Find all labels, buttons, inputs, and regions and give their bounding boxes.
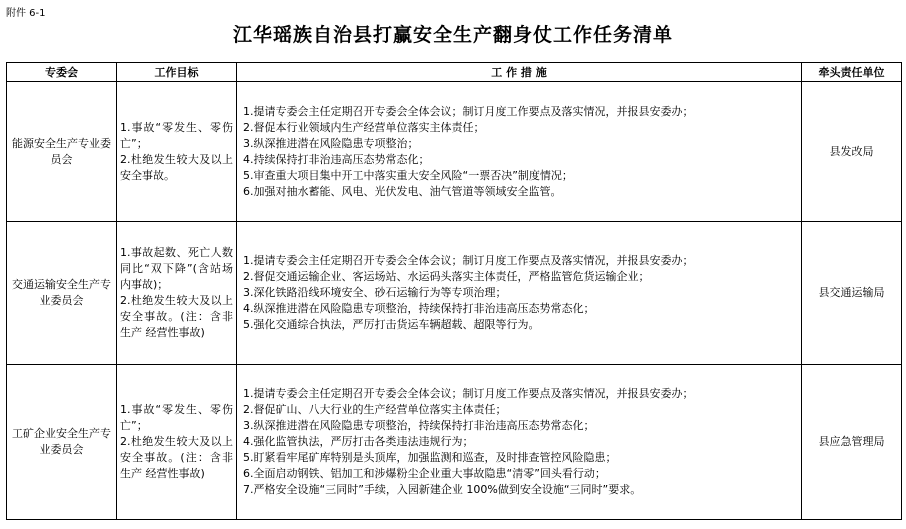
task-list-table: [6, 62, 902, 520]
table-row: [7, 365, 902, 520]
measure-item: 3.纵深推进潜在风险隐患专项整治，持续保持打非治违高压态势常态化；: [243, 419, 595, 432]
measure-item: 4.纵深推进潜在风险隐患专项整治，持续保持打非治违高压态势常态化；: [243, 302, 595, 315]
attachment-label: 附件 6-1: [6, 8, 46, 19]
committee-cell: 工矿企业安全生产专业委员会: [7, 365, 117, 520]
measure-item: 2.督促本行业领域内生产经营单位落实主体责任；: [243, 120, 485, 134]
lead-unit-cell: 县交通运输局: [802, 222, 902, 365]
header-goal: 工作目标: [117, 63, 237, 82]
measure-item: 4.持续保持打非治违高压态势常态化；: [243, 152, 430, 166]
measure-item: 1.提请专委会主任定期召开专委会全体会议；制订月度工作要点及落实情况，并报县安委办；: [243, 254, 694, 267]
measure-item: 4.强化监管执法，严厉打击各类违法违规行为；: [243, 435, 474, 448]
goal-item: 2.杜绝发生较大及以上安全事故。: [120, 152, 233, 182]
lead-unit-cell: 县应急管理局: [802, 365, 902, 520]
goal-item: 1.事故“零发生、零伤亡”；: [120, 403, 233, 432]
measure-item: 2.督促矿山、八大行业的生产经营单位落实主体责任；: [243, 403, 507, 416]
header-committee: 专委会: [7, 63, 117, 82]
goal-item: 1.事故起数、死亡人数同比“双下降”(含站场内事故)；: [120, 246, 233, 291]
measure-item: 1.提请专委会主任定期召开专委会全体会议；制订月度工作要点及落实情况，并报县安委办；: [243, 387, 694, 400]
goal-item: 1.事故“零发生、零伤亡”；: [120, 120, 233, 150]
committee-cell: 交通运输安全生产专业委员会: [7, 222, 117, 365]
measure-item: 6.全面启动钢铁、铝加工和涉爆粉尘企业重大事故隐患“清零”回头看行动；: [243, 467, 606, 480]
goal-item: 2.杜绝发生较大及以上安全事故。(注：含非生产 经营性事故): [120, 435, 233, 480]
table-row: [7, 82, 902, 222]
goal-cell: [117, 222, 237, 365]
header-measures: 工 作 措 施: [237, 63, 802, 82]
measures-cell: [237, 365, 802, 520]
committee-cell: 能源安全生产专业委员会: [7, 82, 117, 222]
measure-item: 7.严格安全设施“三同时”手续，入园新建企业 100%做到安全设施“三同时”要求。: [243, 483, 642, 496]
measure-item: 5.强化交通综合执法，严厉打击货运车辆超载、超限等行为。: [243, 318, 540, 331]
lead-unit-cell: 县发改局: [802, 82, 902, 222]
goal-cell: [117, 365, 237, 520]
measure-item: 5.盯紧看牢尾矿库特别是头顶库，加强监测和巡查，及时排查管控风险隐患；: [243, 451, 617, 464]
measures-cell: [237, 82, 802, 222]
table-row: [7, 222, 902, 365]
goal-cell: [117, 82, 237, 222]
measure-item: 6.加强对抽水蓄能、风电、光伏发电、油气管道等领域安全监管。: [243, 184, 562, 198]
measure-item: 5.审查重大项目集中开工中落实重大安全风险“一票否决”制度情况；: [243, 168, 573, 182]
table-header-row: [7, 63, 902, 82]
measure-item: 3.纵深推进潜在风险隐患专项整治；: [243, 136, 419, 150]
document-title: 江华瑶族自治县打赢安全生产翻身仗工作任务清单: [232, 24, 673, 46]
measures-cell: [237, 222, 802, 365]
header-lead-unit: 牵头责任单位: [802, 63, 902, 82]
measure-item: 3.深化铁路沿线环境安全、砂石运输行为等专项治理；: [243, 286, 507, 299]
goal-item: 2.杜绝发生较大及以上安全事故。(注：含非生产 经营性事故): [120, 294, 233, 339]
measure-item: 1.提请专委会主任定期召开专委会全体会议；制订月度工作要点及落实情况，并报县安委办；: [243, 104, 694, 118]
measure-item: 2.督促交通运输企业、客运场站、水运码头落实主体责任，严格监管危货运输企业；: [243, 270, 650, 283]
